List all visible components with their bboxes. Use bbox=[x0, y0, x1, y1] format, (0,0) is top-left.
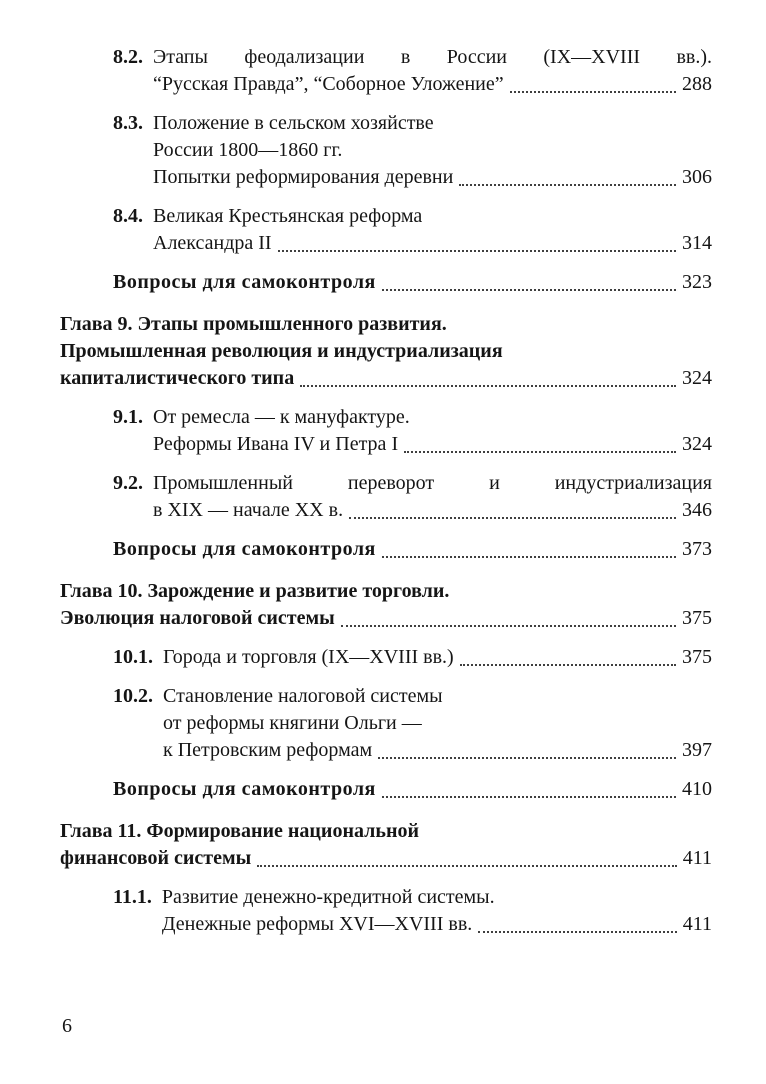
entry-line: к Петровским реформам bbox=[163, 739, 373, 761]
dot-leader bbox=[382, 536, 676, 558]
dot-leader bbox=[378, 737, 676, 759]
subsection-number: 10.2. bbox=[113, 685, 153, 707]
entry-text bbox=[153, 404, 712, 458]
chapter-line: Эволюция налоговой системы bbox=[60, 607, 335, 629]
entry-text bbox=[163, 644, 712, 671]
entry-line: Реформы Ивана IV и Петра I bbox=[153, 433, 399, 455]
dot-leader bbox=[349, 497, 676, 519]
entry-line: от реформы княгини Ольги — bbox=[163, 712, 422, 734]
questions-label: Вопросы для самоконтроля bbox=[113, 778, 376, 800]
toc-subsection bbox=[113, 644, 712, 671]
entry-text bbox=[153, 44, 712, 98]
folio-page-number: 6 bbox=[62, 1015, 72, 1037]
dot-leader bbox=[460, 644, 676, 666]
toc-subsection bbox=[113, 404, 712, 458]
page-ref: 314 bbox=[682, 232, 712, 254]
dot-leader bbox=[404, 431, 676, 453]
entry-text bbox=[163, 683, 712, 764]
subsection-number: 11.1. bbox=[113, 886, 152, 908]
toc-subsection bbox=[113, 203, 712, 257]
subsection-number: 8.4. bbox=[113, 205, 143, 227]
page-ref: 411 bbox=[682, 847, 712, 869]
page-ref: 346 bbox=[682, 499, 712, 521]
questions-label: Вопросы для самоконтроля bbox=[113, 538, 376, 560]
toc-chapter bbox=[60, 818, 712, 872]
entry-line: Александра II bbox=[153, 232, 272, 254]
toc-subsection bbox=[113, 44, 712, 98]
dot-leader bbox=[300, 365, 676, 387]
page-ref: 375 bbox=[682, 646, 712, 668]
entry-line: Развитие денежно-кредитной системы. bbox=[161, 886, 495, 908]
toc-questions bbox=[113, 536, 712, 563]
page-ref: 324 bbox=[682, 367, 712, 389]
toc-chapter bbox=[60, 311, 712, 392]
entry-text bbox=[153, 470, 712, 524]
page-ref: 410 bbox=[682, 778, 712, 800]
dot-leader bbox=[278, 230, 676, 252]
entry-text bbox=[162, 884, 712, 938]
entry-line: Великая Крестьянская реформа bbox=[153, 205, 423, 227]
dot-leader bbox=[382, 776, 676, 798]
toc-subsection bbox=[113, 884, 712, 938]
subsection-number: 8.3. bbox=[113, 112, 143, 134]
chapter-line: Глава 9. Этапы промышленного развития. bbox=[60, 313, 447, 335]
toc-questions bbox=[113, 776, 712, 803]
entry-line: России 1800—1860 гг. bbox=[153, 139, 343, 161]
entry-line: “Русская Правда”, “Соборное Уложение” bbox=[153, 73, 504, 95]
entry-text bbox=[153, 203, 712, 257]
entry-line: Становление налоговой системы bbox=[163, 685, 443, 707]
toc-questions bbox=[113, 269, 712, 296]
toc-subsection bbox=[113, 470, 712, 524]
subsection-number: 9.2. bbox=[113, 472, 143, 494]
entry-line: Промышленный переворот и индустриализация bbox=[153, 472, 712, 494]
entry-line: От ремесла — к мануфактуре. bbox=[153, 406, 410, 428]
page-ref: 373 bbox=[682, 538, 712, 560]
chapter-line: капиталистического типа bbox=[60, 367, 295, 389]
page-ref: 323 bbox=[682, 271, 712, 293]
entry-line: Положение в сельском хозяйстве bbox=[153, 112, 434, 134]
dot-leader bbox=[510, 71, 676, 93]
page-ref: 411 bbox=[682, 913, 712, 935]
entry-line: Денежные реформы XVI—XVIII вв. bbox=[161, 913, 473, 935]
page-ref: 306 bbox=[682, 166, 712, 188]
chapter-line: Глава 10. Зарождение и развитие торговли. bbox=[60, 580, 450, 602]
chapter-line: Глава 11. Формирование национальной bbox=[60, 820, 419, 842]
entry-line: Города и торговля (IX—XVIII вв.) bbox=[163, 646, 454, 668]
dot-leader bbox=[382, 269, 676, 291]
toc-chapter bbox=[60, 578, 712, 632]
subsection-number: 10.1. bbox=[113, 646, 153, 668]
dot-leader bbox=[478, 911, 676, 933]
subsection-number: 8.2. bbox=[113, 46, 143, 68]
chapter-line: финансовой системы bbox=[60, 847, 252, 869]
page-ref: 375 bbox=[682, 607, 712, 629]
page-ref: 397 bbox=[682, 739, 712, 761]
questions-label: Вопросы для самоконтроля bbox=[113, 271, 376, 293]
toc-subsection bbox=[113, 683, 712, 764]
entry-line: в XIX — начале XX в. bbox=[153, 499, 344, 521]
entry-line: Этапы феодализации в России (IX—XVIII вв.). bbox=[153, 46, 712, 68]
chapter-line: Промышленная революция и индустриализация bbox=[60, 340, 503, 362]
entry-line: Попытки реформирования деревни bbox=[153, 166, 454, 188]
toc-subsection bbox=[113, 110, 712, 191]
dot-leader bbox=[341, 605, 676, 627]
dot-leader bbox=[459, 164, 676, 186]
entry-text bbox=[153, 110, 712, 191]
page-ref: 288 bbox=[682, 73, 712, 95]
dot-leader bbox=[257, 845, 677, 867]
page-ref: 324 bbox=[682, 433, 712, 455]
subsection-number: 9.1. bbox=[113, 406, 143, 428]
